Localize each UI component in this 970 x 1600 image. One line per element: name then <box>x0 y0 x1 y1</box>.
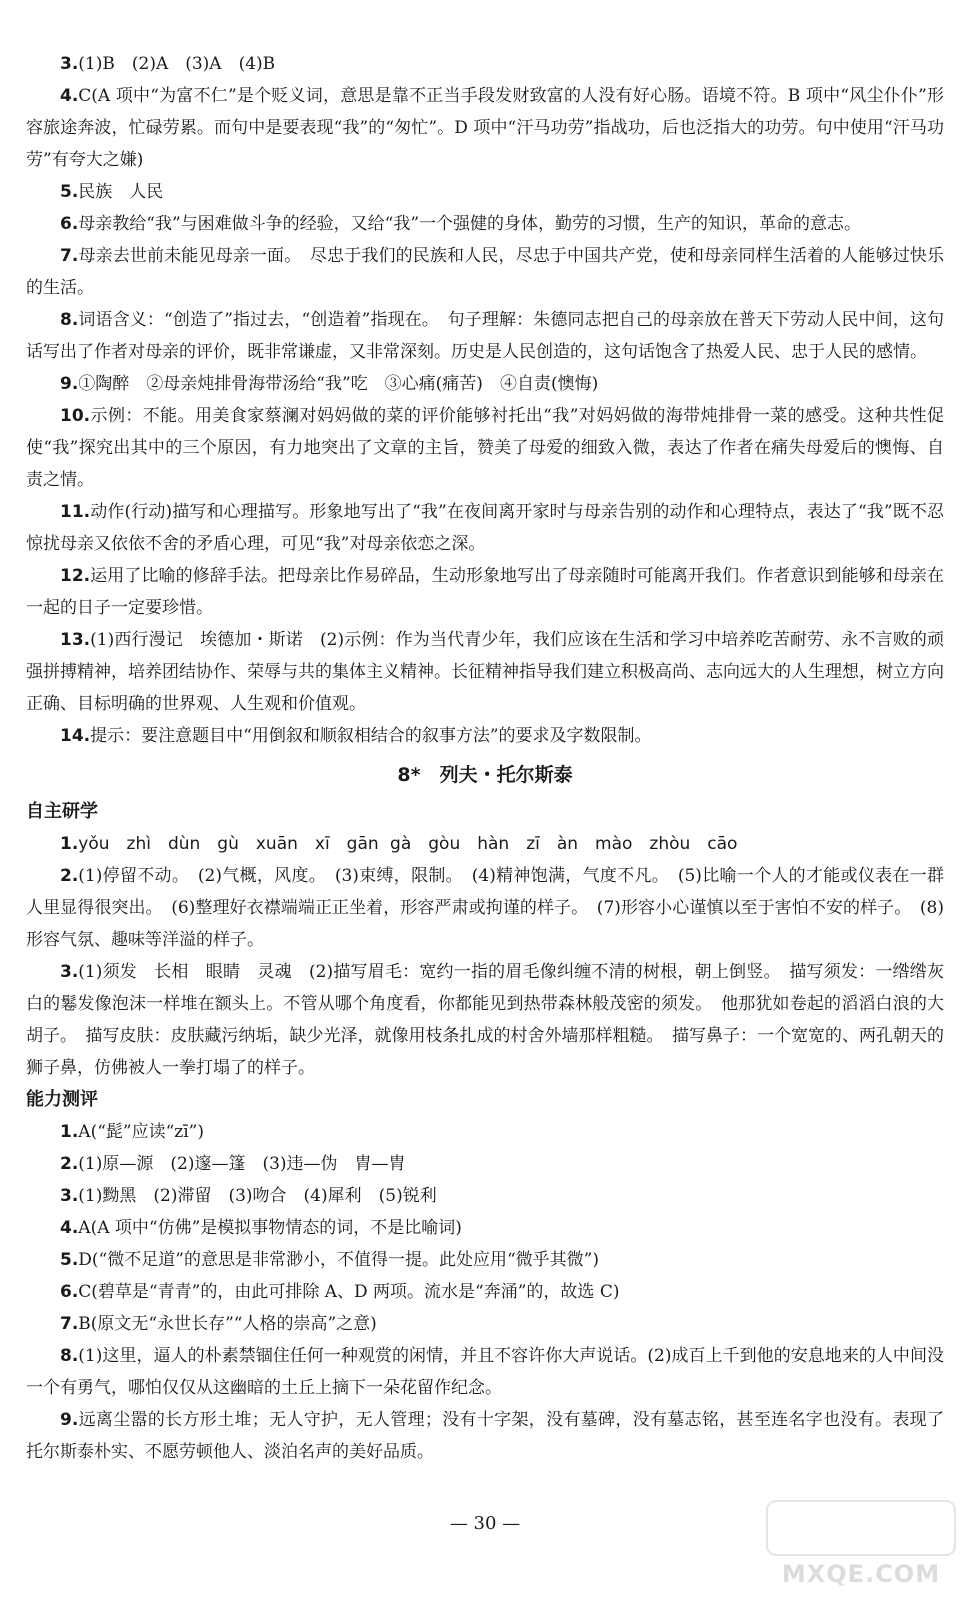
answer-number: 8. <box>60 1346 79 1366</box>
answer-number: 4. <box>60 1218 79 1238</box>
answer-item <box>26 1404 944 1468</box>
answer-text: D(“微不足道”的意思是非常渺小，不值得一提。此处应用“微乎其微”) <box>78 1250 599 1270</box>
answer-number: 5. <box>60 182 79 202</box>
heading-nengli-ceping: 能力测评 <box>26 1089 98 1110</box>
answer-item <box>26 208 944 240</box>
answer-item <box>26 1180 944 1212</box>
answer-number: 4. <box>60 86 79 106</box>
answer-number: 6. <box>60 1282 79 1302</box>
answer-number: 3. <box>60 54 79 74</box>
watermark-icon <box>766 1500 956 1556</box>
answer-text: 运用了比喻的修辞手法。把母亲比作易碎品，生动形象地写出了母亲随时可能离开我们。作者意识到能够和母亲在一起的日子一定要珍惜。 <box>26 566 944 618</box>
answer-item <box>26 1244 944 1276</box>
answer-number: 6. <box>60 214 79 234</box>
answer-item <box>26 1276 944 1308</box>
heading-zizhu-yanxue: 自主研学 <box>26 801 98 822</box>
answer-text: 示例：不能。用美食家蔡澜对妈妈做的菜的评价能够衬托出“我”对妈妈做的海带炖排骨一菜的感受。这种共性促使“我”探究出其中的三个原因，有力地突出了文章的主旨，赞美了母爱的细致入微，表达了作者在痛失母爱后的懊悔、自责之情。 <box>26 406 944 490</box>
answer-item <box>26 176 944 208</box>
answer-item <box>26 368 944 400</box>
answer-item <box>26 240 944 304</box>
answer-text: 提示：要注意题目中“用倒叙和顺叙相结合的叙事方法”的要求及字数限制。 <box>90 726 652 746</box>
watermark-logo <box>766 1500 956 1596</box>
answer-number: 9. <box>60 374 79 394</box>
answer-item <box>26 1116 944 1148</box>
answer-number: 9. <box>60 1410 79 1430</box>
answers-nengli-ceping <box>26 1116 944 1468</box>
answer-text: 母亲去世前未能见母亲一面。 尽忠于我们的民族和人民，尽忠于中国共产党，使和母亲同样生活着的人能够过快乐的生活。 <box>26 246 944 298</box>
answer-number: 8. <box>60 310 79 330</box>
answer-item <box>26 48 944 80</box>
answer-text: 词语含义：“创造了”指过去，“创造着”指现在。 句子理解：朱德同志把自己的母亲放在普天下劳动人民中间，这句话写出了作者对母亲的评价，既非常谦虚，又非常深刻。历史是人民创造的，这句话饱含了热爱人民、忠于人民的感情。 <box>26 310 944 362</box>
answer-item <box>26 828 944 860</box>
answer-item <box>26 496 944 560</box>
answer-text: (1)黝黑 (2)滞留 (3)吻合 (4)犀利 (5)锐利 <box>78 1186 437 1206</box>
answer-text: (1)原—源 (2)邃—篷 (3)违—伪 胄—胄 <box>78 1154 406 1174</box>
answer-text: yǒu zhì dùn gù xuān xī gān gà gòu hàn zī àn mào zhòu cāo <box>78 834 738 854</box>
answer-number: 7. <box>60 1314 79 1334</box>
answer-item <box>26 400 944 496</box>
answer-text: (1)B (2)A (3)A (4)B <box>78 54 276 74</box>
answers-previous-lesson <box>26 48 944 752</box>
answer-item <box>26 80 944 176</box>
answer-number: 11. <box>60 502 91 522</box>
answer-text: C(碧草是“青青”的，由此可排除 A、D 两项。流水是“奔涌”的，故选 C) <box>78 1282 620 1302</box>
answer-number: 2. <box>60 1154 79 1174</box>
answer-text: (1)这里，逼人的朴素禁锢住任何一种观赏的闲情，并且不容许你大声说话。(2)成百上千到他的安息地来的人中间没一个有勇气，哪怕仅仅从这幽暗的土丘上摘下一朵花留作纪念。 <box>26 1346 944 1398</box>
answer-number: 2. <box>60 866 79 886</box>
answers-zizhu-yanxue <box>26 828 944 1084</box>
answer-number: 3. <box>60 1186 79 1206</box>
answer-number: 14. <box>60 726 91 746</box>
answer-item <box>26 1340 944 1404</box>
answer-text: ①陶醉 ②母亲炖排骨海带汤给“我”吃 ③心痛(痛苦) ④自责(懊悔) <box>78 374 599 394</box>
answer-number: 3. <box>60 962 79 982</box>
answer-number: 12. <box>60 566 91 586</box>
answer-text: 远离尘嚣的长方形土堆；无人守护，无人管理；没有十字架，没有墓碑，没有墓志铭，甚至连名字也没有。表现了托尔斯泰朴实、不愿劳顿他人、淡泊名声的美好品质。 <box>26 1410 944 1462</box>
answer-number: 1. <box>60 834 79 854</box>
answer-text: (1)须发 长相 眼睛 灵魂 (2)描写眉毛：宽约一指的眉毛像纠缠不清的树根，朝上倒竖。 描写须发：一绺绺灰白的鬈发像泡沫一样堆在额头上。不管从哪个角度看，你都能见到热带森林般茂密的须发。 他那犹如卷起的滔滔白浪的大胡子。 描写皮肤：皮肤藏污纳垢，缺少光泽，就像用枝条扎成的村舍外墙那样粗糙。 描写鼻子：一个宽宽的、两孔朝天的狮子鼻，仿佛被人一拳打塌了的样子。 <box>26 962 944 1078</box>
answer-text: A(“髭”应读“zī”) <box>78 1122 204 1142</box>
answer-text: (1)西行漫记 埃德加・斯诺 (2)示例：作为当代青少年，我们应该在生活和学习中培养吃苦耐劳、永不言败的顽强拼搏精神，培养团结协作、荣辱与共的集体主义精神。长征精神指导我们建立积极高尚、志向远大的人生理想，树立方向正确、目标明确的世界观、人生观和价值观。 <box>26 630 944 714</box>
section-title: 8* 列夫・托尔斯泰 <box>397 764 573 786</box>
answer-number: 1. <box>60 1122 79 1142</box>
answer-item <box>26 560 944 624</box>
answer-number: 7. <box>60 246 79 266</box>
answer-item <box>26 1148 944 1180</box>
answer-item <box>26 1212 944 1244</box>
watermark-text: MXQE.COM <box>781 1560 941 1588</box>
answer-text: 动作(行动)描写和心理描写。形象地写出了“我”在夜间离开家时与母亲告别的动作和心理特点，表达了“我”既不忍惊扰母亲又依依不舍的矛盾心理，可见“我”对母亲依恋之深。 <box>26 502 944 554</box>
answer-number: 10. <box>60 406 91 426</box>
answer-item <box>26 304 944 368</box>
answer-item <box>26 860 944 956</box>
answer-text: C(A 项中“为富不仁”是个贬义词，意思是靠不正当手段发财致富的人没有好心肠。语境不符。B 项中“风尘仆仆”形容旅途奔波，忙碌劳累。而句中是要表现“我”的“匆忙”。D 项中“汗马功劳”指战功，后也泛指大的功劳。句中使用“汗马功劳”有夸大之嫌) <box>26 86 944 170</box>
answer-text: B(原文无“永世长存”“人格的崇高”之意) <box>78 1314 377 1334</box>
answer-item <box>26 624 944 720</box>
answer-text: 母亲教给“我”与困难做斗争的经验，又给“我”一个强健的身体，勤劳的习惯，生产的知识，革命的意志。 <box>78 214 862 234</box>
answer-text: A(A 项中“仿佛”是模拟事物情态的词，不是比喻词) <box>78 1218 462 1238</box>
answer-text: 民族 人民 <box>78 182 164 202</box>
answer-item <box>26 956 944 1084</box>
answer-number: 13. <box>60 630 91 650</box>
answer-page <box>26 48 944 1468</box>
answer-text: (1)停留不动。 (2)气概，风度。 (3)束缚，限制。 (4)精神饱满，气度不凡。 (5)比喻一个人的才能或仪表在一群人里显得很突出。 (6)整理好衣襟端端正正坐着，形容严肃或拘谨的样子。 (7)形容小心谨慎以至于害怕不安的样子。 (8)形容气氛、趣味等洋溢的样子。 <box>26 866 944 950</box>
answer-item <box>26 1308 944 1340</box>
answer-item <box>26 720 944 752</box>
page-number: — 30 — <box>449 1513 521 1534</box>
answer-number: 5. <box>60 1250 79 1270</box>
